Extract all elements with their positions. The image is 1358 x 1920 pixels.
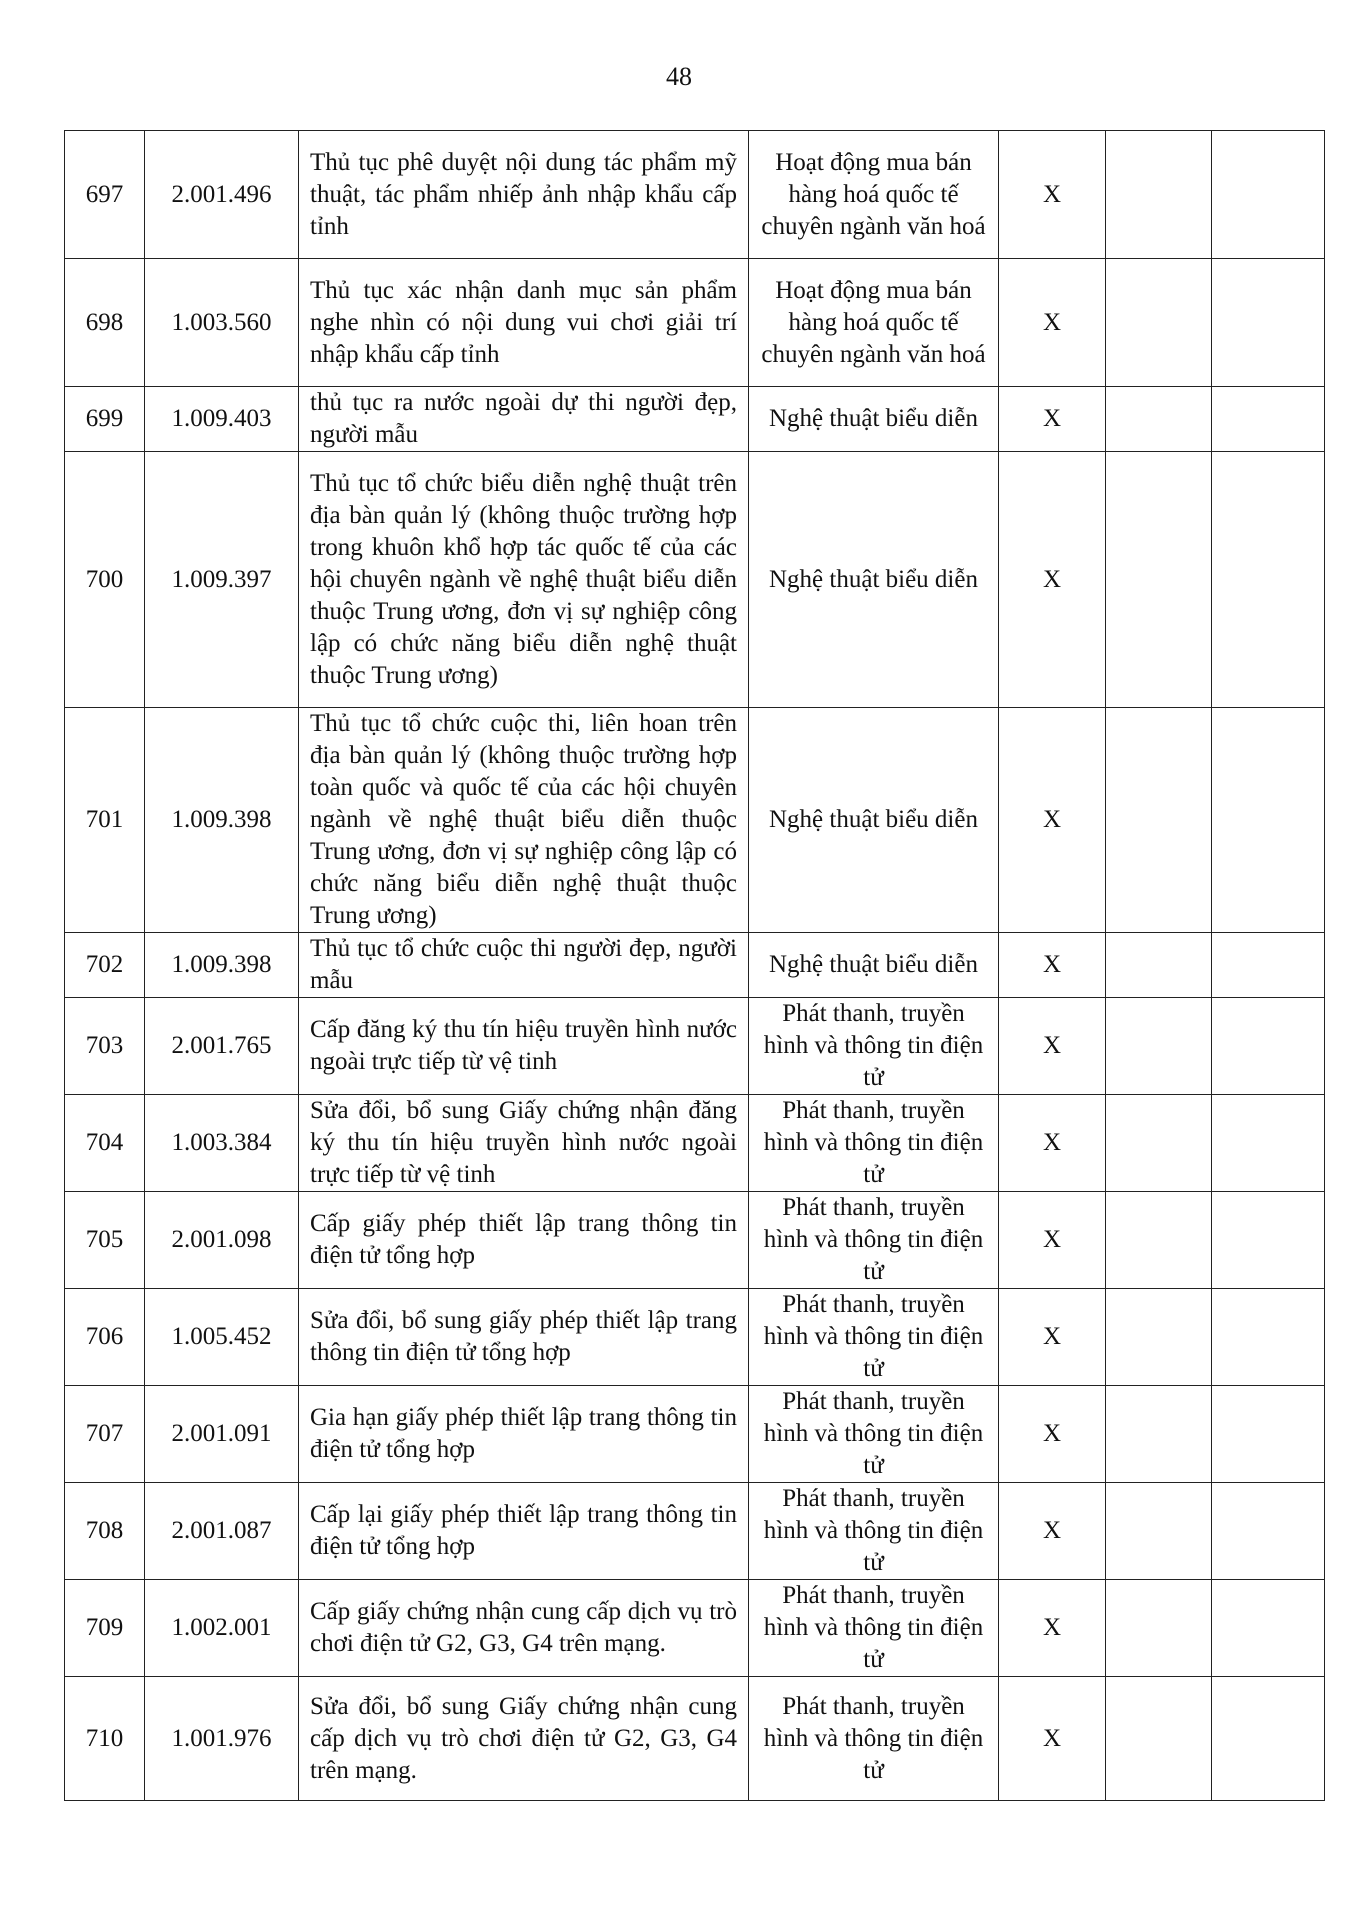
empty-cell <box>1212 259 1325 387</box>
procedure-field: Nghệ thuật biểu diễn <box>749 933 999 998</box>
procedure-code: 1.003.384 <box>145 1095 299 1192</box>
row-number: 700 <box>65 452 145 708</box>
table-row <box>65 259 1325 387</box>
procedure-field: Phát thanh, truyền hình và thông tin điện tử <box>749 998 999 1095</box>
row-number: 698 <box>65 259 145 387</box>
row-number: 708 <box>65 1483 145 1580</box>
procedure-name: Thủ tục tổ chức cuộc thi, liên hoan trên địa bàn quản lý (không thuộc trường hợp toàn quốc và quốc tế của các hội chuyên ngành về nghệ thuật biểu diễn thuộc Trung ương, đơn vị sự nghiệp công lập có chức năng biểu diễn nghệ thuật thuộc Trung ương) <box>299 708 749 933</box>
procedure-code: 1.009.403 <box>145 387 299 452</box>
empty-cell <box>1106 259 1212 387</box>
table-row <box>65 1095 1325 1192</box>
page-number: 48 <box>666 62 692 91</box>
table-row <box>65 1483 1325 1580</box>
level-mark: X <box>999 1095 1106 1192</box>
empty-cell <box>1106 1192 1212 1289</box>
table-row <box>65 708 1325 933</box>
procedure-table <box>64 130 1325 1801</box>
level-mark: X <box>999 1192 1106 1289</box>
row-number: 703 <box>65 998 145 1095</box>
table-row <box>65 1192 1325 1289</box>
procedure-field: Hoạt động mua bán hàng hoá quốc tế chuyên ngành văn hoá <box>749 131 999 259</box>
table-row <box>65 452 1325 708</box>
procedure-name: Cấp giấy phép thiết lập trang thông tin điện tử tổng hợp <box>299 1192 749 1289</box>
table-row <box>65 1289 1325 1386</box>
procedure-code: 2.001.496 <box>145 131 299 259</box>
level-mark: X <box>999 1677 1106 1801</box>
empty-cell <box>1212 1192 1325 1289</box>
empty-cell <box>1212 452 1325 708</box>
procedure-field: Phát thanh, truyền hình và thông tin điện tử <box>749 1677 999 1801</box>
procedure-name: Thủ tục phê duyệt nội dung tác phẩm mỹ thuật, tác phẩm nhiếp ảnh nhập khẩu cấp tỉnh <box>299 131 749 259</box>
level-mark: X <box>999 131 1106 259</box>
row-number: 705 <box>65 1192 145 1289</box>
row-number: 709 <box>65 1580 145 1677</box>
empty-cell <box>1106 131 1212 259</box>
procedure-field: Hoạt động mua bán hàng hoá quốc tế chuyên ngành văn hoá <box>749 259 999 387</box>
procedure-field: Phát thanh, truyền hình và thông tin điện tử <box>749 1580 999 1677</box>
procedure-field: Phát thanh, truyền hình và thông tin điện tử <box>749 1289 999 1386</box>
level-mark: X <box>999 452 1106 708</box>
procedure-code: 2.001.087 <box>145 1483 299 1580</box>
level-mark: X <box>999 259 1106 387</box>
procedure-code: 1.003.560 <box>145 259 299 387</box>
empty-cell <box>1212 1677 1325 1801</box>
empty-cell <box>1212 1483 1325 1580</box>
empty-cell <box>1106 998 1212 1095</box>
procedure-name: thủ tục ra nước ngoài dự thi người đẹp, người mẫu <box>299 387 749 452</box>
table-row <box>65 933 1325 998</box>
empty-cell <box>1106 1677 1212 1801</box>
procedure-code: 1.005.452 <box>145 1289 299 1386</box>
empty-cell <box>1106 1289 1212 1386</box>
procedure-name: Gia hạn giấy phép thiết lập trang thông tin điện tử tổng hợp <box>299 1386 749 1483</box>
empty-cell <box>1212 708 1325 933</box>
procedure-name: Cấp đăng ký thu tín hiệu truyền hình nước ngoài trực tiếp từ vệ tinh <box>299 998 749 1095</box>
empty-cell <box>1106 933 1212 998</box>
empty-cell <box>1212 1386 1325 1483</box>
procedure-name: Thủ tục tổ chức cuộc thi người đẹp, người mẫu <box>299 933 749 998</box>
row-number: 710 <box>65 1677 145 1801</box>
empty-cell <box>1106 1483 1212 1580</box>
empty-cell <box>1106 387 1212 452</box>
procedure-name: Cấp lại giấy phép thiết lập trang thông tin điện tử tổng hợp <box>299 1483 749 1580</box>
empty-cell <box>1106 1580 1212 1677</box>
procedure-field: Phát thanh, truyền hình và thông tin điện tử <box>749 1095 999 1192</box>
procedure-code: 1.001.976 <box>145 1677 299 1801</box>
procedure-code: 2.001.098 <box>145 1192 299 1289</box>
empty-cell <box>1212 998 1325 1095</box>
row-number: 707 <box>65 1386 145 1483</box>
procedure-name: Sửa đổi, bổ sung giấy phép thiết lập trang thông tin điện tử tổng hợp <box>299 1289 749 1386</box>
row-number: 699 <box>65 387 145 452</box>
procedure-name: Thủ tục tổ chức biểu diễn nghệ thuật trên địa bàn quản lý (không thuộc trường hợp trong khuôn khổ hợp tác quốc tế của các hội chuyên ngành về nghệ thuật biểu diễn thuộc Trung ương, đơn vị sự nghiệp công lập có chức năng biểu diễn nghệ thuật thuộc Trung ương) <box>299 452 749 708</box>
empty-cell <box>1106 1386 1212 1483</box>
table-row <box>65 131 1325 259</box>
level-mark: X <box>999 708 1106 933</box>
empty-cell <box>1212 1095 1325 1192</box>
empty-cell <box>1212 387 1325 452</box>
level-mark: X <box>999 387 1106 452</box>
level-mark: X <box>999 933 1106 998</box>
level-mark: X <box>999 1289 1106 1386</box>
empty-cell <box>1106 452 1212 708</box>
procedure-name: Thủ tục xác nhận danh mục sản phẩm nghe nhìn có nội dung vui chơi giải trí nhập khẩu cấp tỉnh <box>299 259 749 387</box>
procedure-name: Cấp giấy chứng nhận cung cấp dịch vụ trò chơi điện tử G2, G3, G4 trên mạng. <box>299 1580 749 1677</box>
procedure-code: 1.009.397 <box>145 452 299 708</box>
row-number: 697 <box>65 131 145 259</box>
procedure-code: 1.009.398 <box>145 708 299 933</box>
procedure-field: Phát thanh, truyền hình và thông tin điện tử <box>749 1386 999 1483</box>
level-mark: X <box>999 998 1106 1095</box>
empty-cell <box>1212 933 1325 998</box>
table-row <box>65 1677 1325 1801</box>
table-row <box>65 1386 1325 1483</box>
level-mark: X <box>999 1580 1106 1677</box>
procedure-name: Sửa đổi, bổ sung Giấy chứng nhận cung cấp dịch vụ trò chơi điện tử G2, G3, G4 trên mạng. <box>299 1677 749 1801</box>
procedure-code: 1.009.398 <box>145 933 299 998</box>
empty-cell <box>1212 131 1325 259</box>
procedure-field: Phát thanh, truyền hình và thông tin điện tử <box>749 1483 999 1580</box>
procedure-field: Nghệ thuật biểu diễn <box>749 708 999 933</box>
row-number: 704 <box>65 1095 145 1192</box>
level-mark: X <box>999 1483 1106 1580</box>
procedure-field: Phát thanh, truyền hình và thông tin điện tử <box>749 1192 999 1289</box>
row-number: 706 <box>65 1289 145 1386</box>
procedure-code: 1.002.001 <box>145 1580 299 1677</box>
procedure-name: Sửa đổi, bổ sung Giấy chứng nhận đăng ký thu tín hiệu truyền hình nước ngoài trực tiếp từ vệ tinh <box>299 1095 749 1192</box>
empty-cell <box>1212 1289 1325 1386</box>
procedure-field: Nghệ thuật biểu diễn <box>749 452 999 708</box>
table-row <box>65 998 1325 1095</box>
row-number: 702 <box>65 933 145 998</box>
procedure-code: 2.001.765 <box>145 998 299 1095</box>
empty-cell <box>1212 1580 1325 1677</box>
table-row <box>65 1580 1325 1677</box>
table-row <box>65 387 1325 452</box>
procedure-code: 2.001.091 <box>145 1386 299 1483</box>
empty-cell <box>1106 708 1212 933</box>
procedure-field: Nghệ thuật biểu diễn <box>749 387 999 452</box>
empty-cell <box>1106 1095 1212 1192</box>
row-number: 701 <box>65 708 145 933</box>
level-mark: X <box>999 1386 1106 1483</box>
